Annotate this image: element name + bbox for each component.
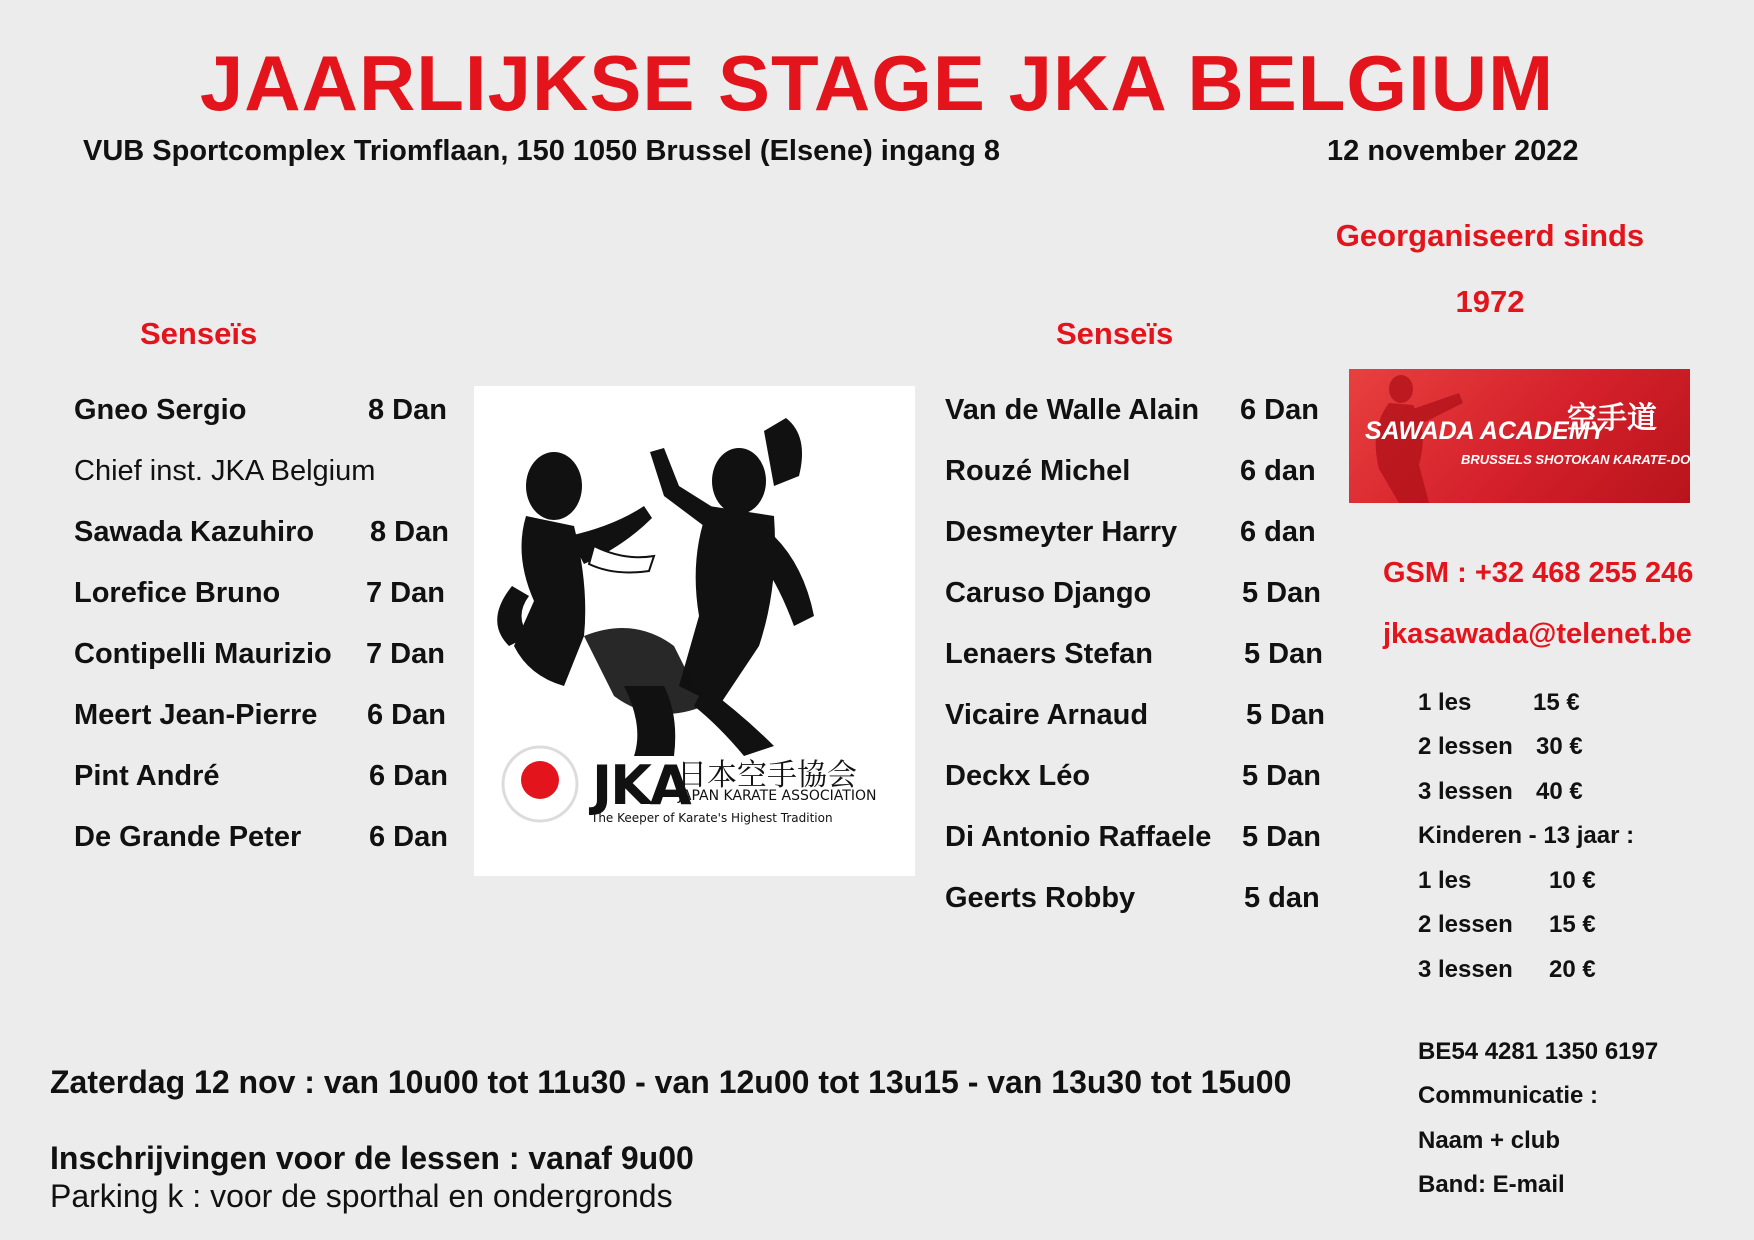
jka-tagline: The Keeper of Karate's Highest Tradition [591, 811, 833, 825]
jka-letters: JKA [592, 754, 690, 817]
sensei-row [74, 699, 454, 735]
price-value: 30 € [1536, 733, 1583, 760]
sensei-row [945, 516, 1335, 552]
sensei-name: Lorefice Bruno [74, 577, 281, 609]
price-label: 3 lessen [1418, 778, 1513, 805]
sensei-dan: 7 Dan [366, 577, 445, 609]
sensei-dan: 5 Dan [1244, 638, 1323, 670]
bank-communication-line: Naam + club [1418, 1127, 1561, 1154]
sensei-dan: 5 dan [1244, 882, 1320, 914]
sensei-name: Sawada Kazuhiro [74, 516, 315, 548]
sensei-row [74, 577, 454, 613]
price-label: 2 lessen [1418, 733, 1513, 760]
sensei-name: Pint André [74, 760, 220, 792]
chief-instructor-note: Chief inst. JKA Belgium [74, 455, 376, 487]
sensei-name: Di Antonio Raffaele [945, 821, 1212, 853]
sensei-row [945, 760, 1335, 796]
organized-since-year: 1972 [1455, 284, 1525, 319]
sensei-name: Vicaire Arnaud [945, 699, 1149, 731]
sensei-row [945, 638, 1335, 674]
jka-kanji: 日本空手協会 [677, 758, 857, 793]
price-label: 2 lessen [1418, 911, 1513, 938]
sensei-name: Deckx Léo [945, 760, 1091, 792]
left-sensei-heading: Senseïs [140, 316, 258, 351]
sensei-name: Gneo Sergio [74, 394, 247, 426]
sensei-name: De Grande Peter [74, 821, 302, 853]
sawada-academy-name: SAWADA ACADEMY [1365, 417, 1607, 445]
price-label: 3 lessen [1418, 956, 1513, 983]
price-label: 1 les [1418, 867, 1472, 894]
sensei-row [74, 394, 454, 430]
sensei-dan: 6 dan [1240, 516, 1316, 548]
sensei-row [945, 882, 1335, 918]
sensei-dan: 6 Dan [369, 821, 448, 853]
sensei-dan: 6 Dan [367, 699, 446, 731]
registration-text: Inschrijvingen voor de lessen : vanaf 9u00 [50, 1140, 694, 1176]
sensei-row [74, 821, 454, 857]
sensei-row [945, 699, 1335, 735]
sawada-academy-sub: BRUSSELS SHOTOKAN KARATE-DO [1461, 452, 1690, 467]
sensei-dan: 5 Dan [1242, 760, 1321, 792]
parking-text: Parking k : voor de sporthal en ondergronds [50, 1178, 673, 1214]
jka-poster-image [474, 386, 915, 876]
sensei-dan: 6 Dan [1240, 394, 1319, 426]
price-row [1418, 778, 1658, 808]
sensei-row [945, 577, 1335, 613]
sensei-name: Meert Jean-Pierre [74, 699, 318, 731]
sensei-name: Lenaers Stefan [945, 638, 1153, 670]
venue-address: VUB Sportcomplex Triomflaan, 150 1050 Brussel (Elsene) ingang 8 [83, 135, 1001, 167]
price-row [1418, 956, 1658, 986]
email-address: jkasawada@telenet.be [1383, 618, 1692, 650]
price-row [1418, 733, 1658, 763]
sensei-dan: 5 Dan [1242, 577, 1321, 609]
sawada-academy-logo [1349, 369, 1690, 503]
price-label: 1 les [1418, 689, 1472, 716]
sensei-dan: 6 dan [1240, 455, 1316, 487]
price-label: Kinderen - 13 jaar : [1418, 822, 1635, 849]
sensei-name: Van de Walle Alain [945, 394, 1200, 426]
sensei-row [74, 516, 454, 552]
price-value: 10 € [1549, 867, 1596, 894]
sensei-name: Geerts Robby [945, 882, 1136, 914]
sensei-name: Desmeyter Harry [945, 516, 1178, 548]
event-date: 12 november 2022 [1327, 135, 1579, 167]
sensei-dan: 5 Dan [1246, 699, 1325, 731]
price-value: 15 € [1549, 911, 1596, 938]
sensei-dan: 5 Dan [1242, 821, 1321, 853]
sensei-row [945, 455, 1335, 491]
price-value: 15 € [1533, 689, 1580, 716]
price-value: 20 € [1549, 956, 1596, 983]
price-value: 40 € [1536, 778, 1583, 805]
price-row [1418, 911, 1658, 941]
page-title: JAARLIJKSE STAGE JKA BELGIUM [199, 39, 1555, 127]
bank-communication-label: Communicatie : [1418, 1082, 1599, 1109]
sensei-row [945, 394, 1335, 430]
sensei-dan: 7 Dan [366, 638, 445, 670]
bank-iban: BE54 4281 1350 6197 [1418, 1038, 1659, 1065]
sensei-name: Contipelli Maurizio [74, 638, 332, 670]
sensei-row [945, 821, 1335, 857]
sensei-name: Caruso Django [945, 577, 1152, 609]
sensei-row [74, 760, 454, 796]
bank-communication-line: Band: E-mail [1418, 1171, 1565, 1198]
price-row [1418, 689, 1658, 719]
sensei-name: Rouzé Michel [945, 455, 1131, 487]
price-row [1418, 867, 1658, 897]
sensei-dan: 8 Dan [368, 394, 447, 426]
gsm-number: GSM : +32 468 255 246 [1383, 557, 1694, 589]
organized-since-label: Georganiseerd sinds [1335, 218, 1645, 253]
sensei-row [74, 638, 454, 674]
sensei-dan: 8 Dan [370, 516, 449, 548]
sawada-kanji: 空手道 [1567, 401, 1657, 436]
sensei-dan: 6 Dan [369, 760, 448, 792]
price-row-children [1418, 822, 1678, 852]
jka-association-name: JAPAN KARATE ASSOCIATION [678, 788, 877, 804]
right-sensei-heading: Senseïs [1056, 316, 1174, 351]
schedule-text: Zaterdag 12 nov : van 10u00 tot 11u30 - van 12u00 tot 13u15 - van 13u30 tot 15u00 [50, 1064, 1292, 1100]
